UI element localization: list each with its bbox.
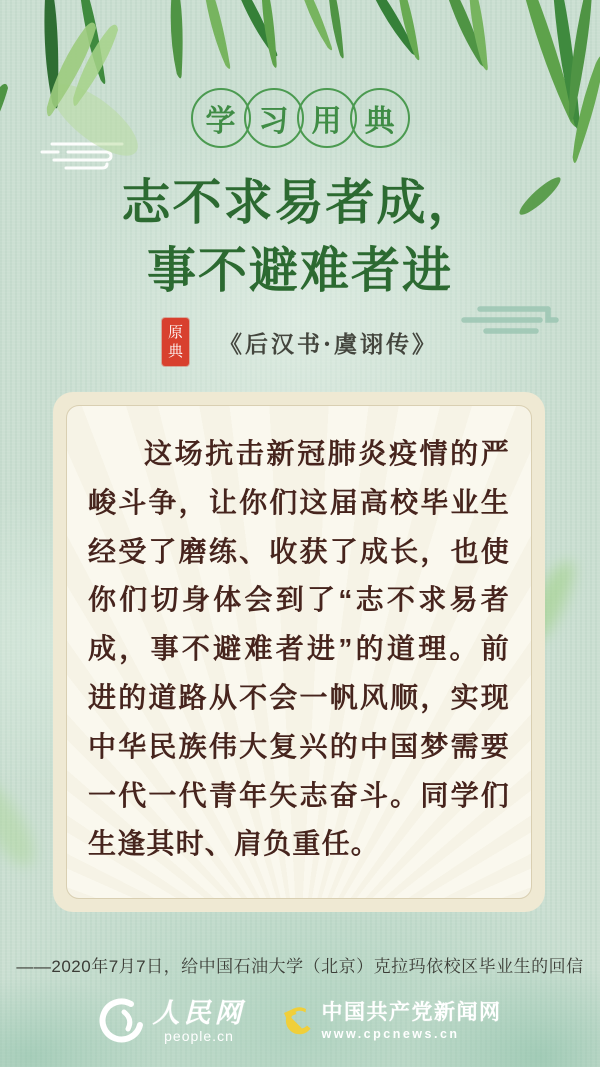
origin-source: 《后汉书·虞诩传》 (218, 330, 438, 358)
badge-circle (244, 88, 304, 148)
seal-char: 典 (167, 342, 183, 360)
badge-xuexiyongdian (0, 88, 600, 148)
cpc-news-logo (276, 1002, 502, 1041)
badge-circle (297, 88, 357, 148)
badge-char: 典 (364, 105, 395, 138)
badge-circle (191, 88, 251, 148)
people-net-text (152, 997, 246, 1044)
badge-char: 学 (205, 105, 236, 138)
attribution-line: ——2020年7月7日，给中国石油大学（北京）克拉玛依校区毕业生的回信 (16, 957, 584, 976)
page-title (0, 168, 600, 304)
badge-char: 用 (311, 105, 342, 138)
origin-row (0, 318, 600, 366)
footer-logos (0, 998, 600, 1044)
cpc-news-url: www.cpcnews.cn (321, 1026, 460, 1041)
title-line-1: 志不求易者成， (121, 173, 479, 231)
quote-card (53, 392, 545, 912)
people-net-logo (99, 998, 246, 1044)
quote-body: 这场抗击新冠肺炎疫情的严峻斗争，让你们这届高校毕业生经受了磨练、收获了成长，也使你们切身体会到了“志不求易者成，事不避难者进”的道理。前进的道路从不会一帆风顺，实现中华民族伟大复兴的中国梦需要一代一代青年矢志奋斗。同学们生逢其时、肩负重任。 (88, 438, 510, 860)
cpc-news-text (322, 1002, 502, 1041)
badge-circle (350, 88, 410, 148)
origin-seal (162, 318, 189, 366)
badge-char: 习 (258, 105, 289, 138)
people-net-domain: people.cn (164, 1027, 234, 1044)
party-emblem-icon (276, 1002, 314, 1040)
people-net-name: 人民网 (152, 997, 246, 1029)
people-net-swirl-icon (99, 998, 145, 1044)
title-line-2: 事不避难者进 (146, 241, 453, 299)
seal-char: 原 (167, 323, 183, 341)
cpc-news-name: 中国共产党新闻网 (321, 1000, 502, 1024)
quote-card-inner (66, 405, 532, 899)
